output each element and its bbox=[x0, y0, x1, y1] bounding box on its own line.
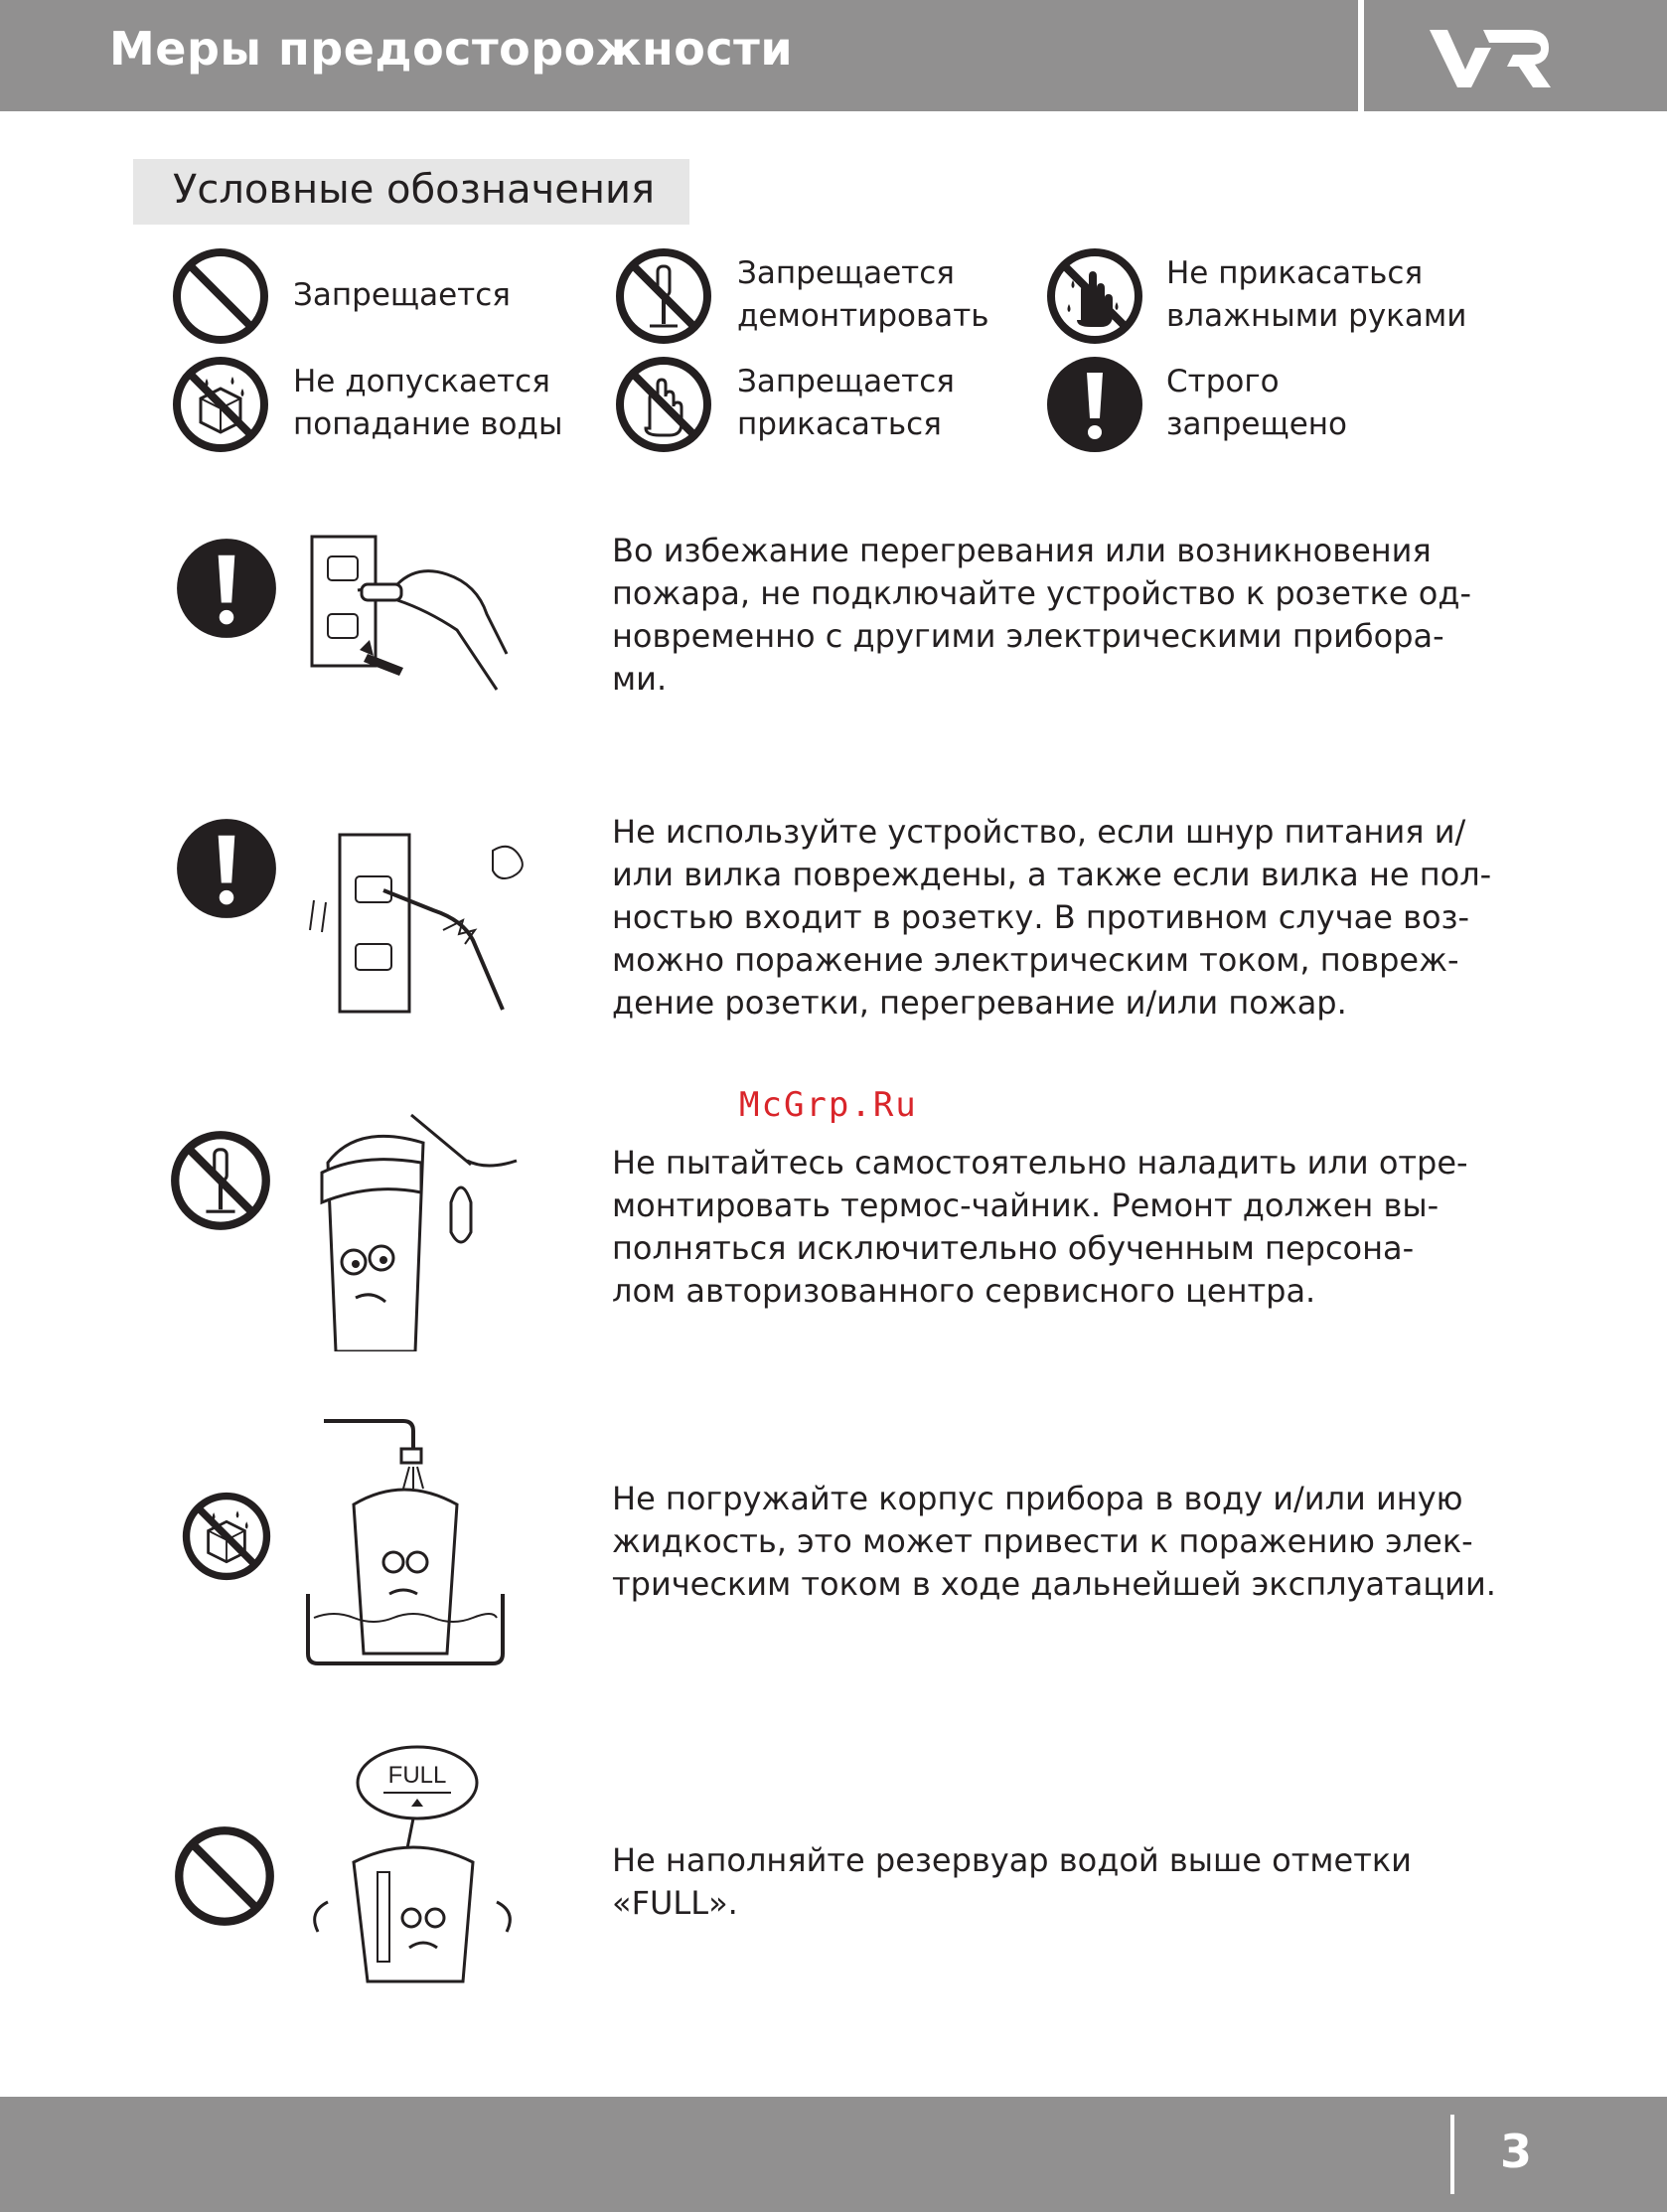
page-footer bbox=[0, 2097, 1667, 2212]
full-mark-label: FULL bbox=[387, 1762, 447, 1789]
page-number: 3 bbox=[1500, 2125, 1533, 2178]
legend-label-no-disassembly: Запрещается демонтировать bbox=[737, 255, 989, 334]
legend-label-no-touch: Запрещается прикасаться bbox=[737, 364, 955, 442]
warning-text-2: Не используйте устройство, если шнур питания и/ или вилка повреждены, а также если вилка не пол- ностью входит в розетку. В противном случае воз- можно поражение электрическим током, повреж- дение розетки, перегревание и/или пожар. bbox=[612, 813, 1492, 1022]
damaged-plug-illustration bbox=[304, 821, 552, 1020]
warning-text-3: Не пытайтесь самостоятельно наладить или отре- монтировать термос-чайник. Ремонт должен вы- полняться исключительно обученным персона- лом авторизованного сервисного центра. bbox=[612, 1144, 1468, 1310]
no-water-icon bbox=[171, 355, 270, 454]
socket-plug-hand-illustration bbox=[298, 527, 536, 706]
legend-label-strictly-forbidden: Строго запрещено bbox=[1166, 364, 1348, 442]
legend-title: Условные обозначения bbox=[173, 167, 656, 213]
footer-divider bbox=[1450, 2115, 1454, 2194]
no-disassembly-icon bbox=[169, 1129, 272, 1232]
prohibition-icon bbox=[173, 1824, 276, 1928]
no-water-icon bbox=[181, 1491, 272, 1582]
kettle-full-mark-illustration bbox=[298, 1743, 527, 1991]
mandatory-warning-icon bbox=[1045, 355, 1144, 454]
warning-text-5: Не наполняйте резервуар водой выше отметки «FULL». bbox=[612, 1841, 1412, 1922]
mandatory-warning-icon bbox=[175, 817, 278, 920]
no-wet-hands-icon bbox=[1045, 246, 1144, 346]
mandatory-warning-icon bbox=[175, 537, 278, 640]
no-touch-icon bbox=[614, 355, 713, 454]
prohibition-icon bbox=[171, 246, 270, 346]
header-divider bbox=[1358, 0, 1364, 111]
kettle-in-water-illustration bbox=[304, 1409, 507, 1671]
page-title: Меры предосторожности bbox=[109, 22, 794, 76]
kettle-screwdriver-illustration bbox=[292, 1103, 550, 1351]
vr-logo bbox=[1426, 22, 1555, 91]
legend-label-no-wet-hands: Не прикасаться влажными руками bbox=[1166, 255, 1467, 334]
legend-title-box bbox=[133, 159, 689, 225]
warning-text-4: Не погружайте корпус прибора в воду и/или иную жидкость, это может привести к поражению элек- трическим током в ходе дальнейшей эксплуатации. bbox=[612, 1480, 1496, 1603]
warning-text-1: Во избежание перегревания или возникновения пожара, не подключайте устройство к розетке од- новременно с другими электрическими прибора- ми. bbox=[612, 532, 1472, 698]
page-header bbox=[0, 0, 1667, 111]
legend-label-prohibited: Запрещается bbox=[293, 277, 511, 313]
legend-label-no-water: Не допускается попадание воды bbox=[293, 364, 563, 442]
no-disassembly-icon bbox=[614, 246, 713, 346]
watermark: McGrp.Ru bbox=[739, 1085, 918, 1125]
